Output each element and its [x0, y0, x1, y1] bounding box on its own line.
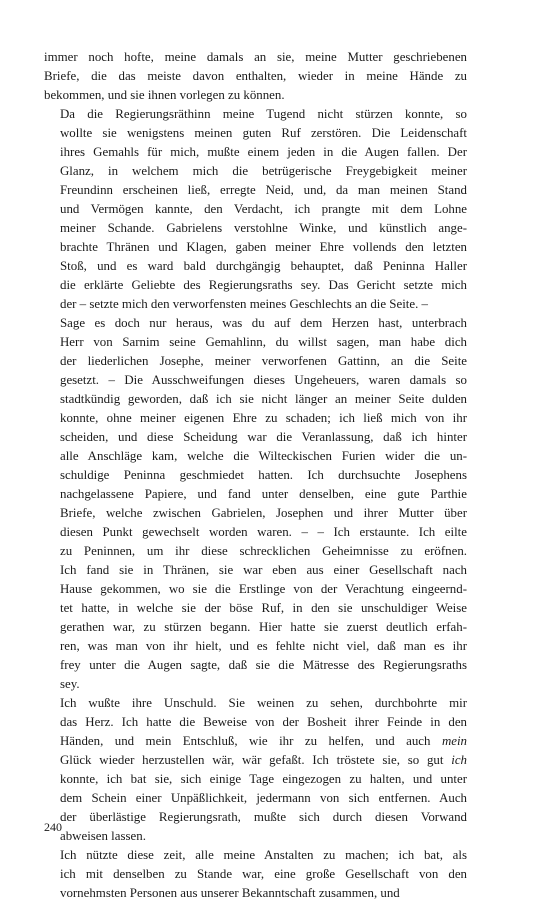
text-line: gesetzt. – Die Ausschweifungen dieses Ungeheuers, waren damals so — [60, 373, 467, 387]
text-line: ren, was man von ihr hielt, und es fehlte nicht viel, daß man es ihr — [60, 639, 467, 653]
text-line: brachte Thränen und Klagen, gaben meiner Ehre vollends den letzten — [60, 240, 467, 254]
text-line: abweisen lassen. — [60, 829, 146, 843]
text-line: ich mit denselben zu Stande war, eine große Gesellschaft von den — [60, 867, 467, 881]
text-line: Ich nützte diese zeit, alle meine Anstalten zu machen; ich bat, als — [60, 848, 467, 862]
text-line: Glück wieder herzustellen wär, wär gefaßt. Ich tröstete sie, so gut ich — [60, 753, 467, 767]
text-line: diesen Punkt gewechselt worden waren. – – Ich erstaunte. Ich eilte — [60, 525, 467, 539]
text-line: Briefe, die das meiste davon enthalten, wieder in meine Hände zu — [44, 69, 467, 83]
text-line: der liederlichen Josephe, meiner verworfenen Gattinn, an die Seite — [60, 354, 467, 368]
text-line: die erklärte Geliebte des Regierungsraths sey. Das Gericht setzte mich — [60, 278, 467, 292]
text-line: Glanz, in welchem mich die betrügerische Freygebigkeit meiner — [60, 164, 467, 178]
paragraph — [44, 105, 467, 314]
text-line: das Herz. Ich hatte die Beweise von der Bosheit ihrer Feinde in den — [60, 715, 467, 729]
text-line: alle Anschläge kam, welche die Wilteckischen Furien wider die un- — [60, 449, 467, 463]
text-line: dem Schein einer Unpäßlichkeit, jedermann von sich entfernen. Auch — [60, 791, 467, 805]
text-line: tet hatte, in welche sie der böse Ruf, in den sie unschuldiger Weise — [60, 601, 467, 615]
text-line: zu Peninnen, um ihr diese schrecklichen Geheimnisse zu eröfnen. — [60, 544, 467, 558]
text-line: stadtkündig geworden, daß ich sie nicht länger an meiner Seite dulden — [60, 392, 467, 406]
text-line: Ich fand sie in Thränen, sie war eben aus einer Gesellschaft nach — [60, 563, 467, 577]
text-line: sey. — [60, 677, 80, 691]
text-line: nachgelassene Papiere, und fand unter denselben, eine gute Parthie — [60, 487, 467, 501]
text-line: Freundinn erscheinen ließ, erregte Neid, und, da man meinen Stand — [60, 183, 467, 197]
text-line: und Vermögen kannte, den Verdacht, ich prangte mit dem Lohne — [60, 202, 467, 216]
text-line: Herr von Sarnim seine Gemahlinn, du willst sagen, man habe dich — [60, 335, 467, 349]
text-line: der – setzte mich den verworfensten meines Geschlechts an die Seite. – — [60, 297, 428, 311]
body-text — [44, 48, 467, 903]
text-line: scheiden, und diese Scheidung war die Veranlassung, daß ich hinter — [60, 430, 467, 444]
text-line: Da die Regierungsräthinn meine Tugend nicht stürzen konnte, so — [60, 107, 467, 121]
text-line: Briefe, welche zwischen Gabrielen, Josephen und ihrer Mutter über — [60, 506, 467, 520]
text-line: ihres Gemahls für mich, mußte einem jeden in die Augen fallen. Der — [60, 145, 467, 159]
text-line: wollte sie wenigstens meinen guten Ruf zerstören. Die Leidenschaft — [60, 126, 467, 140]
paragraph — [44, 694, 467, 846]
page-number: 240 — [44, 820, 62, 834]
text-line: Händen, und mein Entschluß, wie ihr zu helfen, und auch mein — [60, 734, 467, 748]
text-line: vornehmsten Personen aus unserer Bekanntschaft zusammen, und — [60, 886, 400, 900]
text-line: schuldige Peninna geschmiedet hatten. Ich durchsuchte Josephens — [60, 468, 467, 482]
text-line: Stoß, und es ward bald durchgängig behauptet, daß Peninna Haller — [60, 259, 467, 273]
text-line: konnte, ich bat sie, sich einige Tage eingezogen zu halten, und unter — [60, 772, 467, 786]
text-line: immer noch hofte, meine damals an sie, meine Mutter geschriebenen — [44, 50, 467, 64]
text-line: meiner Schande. Gabrielens verstohlne Winke, und künstlich ange- — [60, 221, 467, 235]
text-line: frey unter die Augen sagte, daß sie die Mätresse des Regierungsraths — [60, 658, 467, 672]
text-line: konnte, ohne meiner eigenen Ehre zu schaden; ich ließ mich von ihr — [60, 411, 467, 425]
text-line: Sage es doch nur heraus, was du auf dem Herzen hast, unterbrach — [60, 316, 467, 330]
text-line: der überlästige Regierungsrath, mußte sich durch diesen Vorwand — [60, 810, 467, 824]
text-line: Ich wußte ihre Unschuld. Sie weinen zu sehen, durchbohrte mir — [60, 696, 467, 710]
text-line: Hause gekommen, wo sie die Erstlinge von der Verachtung eingeernd- — [60, 582, 467, 596]
paragraph — [44, 846, 467, 903]
text-line: gerathen war, zu stürzen begann. Hier hatte sie zuerst deutlich erfah- — [60, 620, 467, 634]
text-line: bekommen, und sie ihnen vorlegen zu können. — [44, 88, 285, 102]
paragraph — [44, 314, 467, 694]
paragraph — [44, 48, 467, 105]
